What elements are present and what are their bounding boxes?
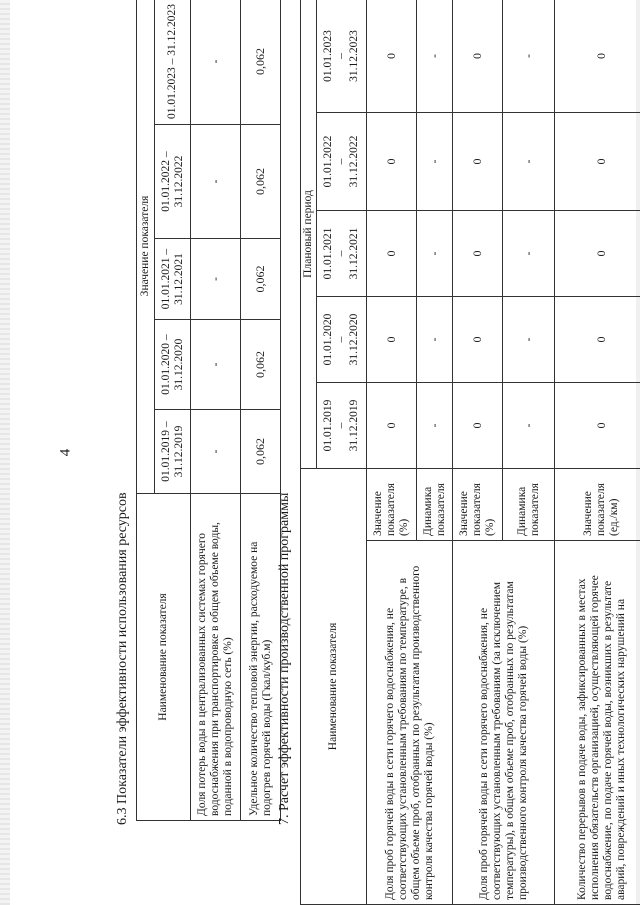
- section-6-3-title: 6.3 Показатели эффективности использования ресурсов: [115, 492, 130, 825]
- section-7-title: 7. Расчет эффективности производственной программы: [277, 492, 292, 825]
- t2-cell: 0: [367, 210, 417, 296]
- t2-cell: 0: [367, 296, 417, 382]
- t1-period: 01.01.2021 – 31.12.2021: [155, 239, 191, 320]
- t1-header-group: Значение показателя: [137, 0, 155, 494]
- t2-cell: 0: [555, 0, 640, 112]
- t2-sub-label: Значение показателя (%): [367, 468, 417, 540]
- t2-cell: 0: [367, 0, 417, 112]
- t2-sub-label: Динамика показателя: [503, 468, 555, 540]
- t2-cell: 0: [453, 112, 503, 210]
- t2-period: 01.01.2021 – 31.12.2021: [317, 210, 367, 296]
- t2-period: 01.01.2019 – 31.12.2019: [317, 382, 367, 468]
- t2-header-group: Плановый период: [301, 0, 317, 468]
- t1-cell: 0,062: [241, 320, 281, 410]
- resource-efficiency-table: [136, 0, 281, 821]
- t2-row-name: Доля проб горячей воды в сети горячего водоснабжения, не соответствующих установленным требованиям по температуре, в общем объеме проб, отобранных по результатам производственного контроля качества горячей воды (%): [367, 541, 453, 905]
- t1-header-name: Наименование показателя: [137, 494, 191, 821]
- t2-cell: -: [503, 210, 555, 296]
- t2-cell: -: [417, 0, 453, 112]
- t1-cell: 0,062: [241, 410, 281, 494]
- t2-cell: 0: [555, 112, 640, 210]
- t2-cell: -: [417, 296, 453, 382]
- t2-period: 01.01.2020 – 31.12.2020: [317, 296, 367, 382]
- t2-cell: -: [503, 112, 555, 210]
- t1-period: 01.01.2022 – 31.12.2022: [155, 125, 191, 239]
- program-efficiency-table: [300, 0, 640, 905]
- t2-period: 01.01.2023 – 31.12.2023: [317, 0, 367, 112]
- t1-cell: 0,062: [241, 0, 281, 125]
- t1-period: 01.01.2020 – 31.12.2020: [155, 320, 191, 410]
- t2-cell: -: [503, 296, 555, 382]
- t1-cell: 0,062: [241, 125, 281, 239]
- t2-header-name: Наименование показателя: [301, 468, 367, 904]
- t2-cell: 0: [453, 210, 503, 296]
- t1-cell: -: [191, 0, 241, 125]
- t1-cell: -: [191, 239, 241, 320]
- t2-cell: -: [417, 112, 453, 210]
- t2-cell: -: [417, 382, 453, 468]
- t2-period: 01.01.2022 – 31.12.2022: [317, 112, 367, 210]
- t1-row-name: Доля потерь воды в централизованных системах горячего водоснабжения при транспортировке в общем объеме воды, поданной в водопроводную сеть (%): [191, 494, 241, 821]
- t2-cell: 0: [367, 112, 417, 210]
- t2-cell: 0: [453, 296, 503, 382]
- t1-period: 01.01.2023 – 31.12.2023: [155, 0, 191, 125]
- t2-cell: 0: [453, 0, 503, 112]
- t1-row-name: Удельное количество тепловой энергии, расходуемое на подогрев горячей воды (Гкал/куб.м): [241, 494, 281, 821]
- t2-cell: 0: [367, 382, 417, 468]
- t2-cell: 0: [555, 382, 640, 468]
- t2-sub-label: Значение показателя (%): [453, 468, 503, 540]
- t2-cell: -: [503, 0, 555, 112]
- t2-cell: -: [503, 382, 555, 468]
- t2-row-name: Доля проб горячей воды в сети горячего водоснабжения, не соответствующих установленным требованиям (за исключением температуры), в общем объеме проб, отобранных по результатам производственного контроля качества горячей воды (%): [453, 541, 555, 905]
- t1-cell: -: [191, 320, 241, 410]
- t1-period: 01.01.2019 – 31.12.2019: [155, 410, 191, 494]
- t2-cell: 0: [453, 382, 503, 468]
- t1-cell: -: [191, 125, 241, 239]
- t2-cell: -: [417, 210, 453, 296]
- t2-sub-label: Динамика показателя: [417, 468, 453, 540]
- t1-cell: -: [191, 410, 241, 494]
- t2-cell: 0: [555, 296, 640, 382]
- t2-row-name: Количество перерывов в подаче воды, зафиксированных в местах исполнения обязательств организацией, осуществляющей горячее водоснабжение, по подаче горячей воды, возникших в результате аварий, повреждений и иных технологических нарушений на: [555, 541, 640, 905]
- t1-cell: 0,062: [241, 239, 281, 320]
- t2-sub-label: Значение показателя (ед./км): [555, 468, 640, 540]
- t2-cell: 0: [555, 210, 640, 296]
- page-number: 4: [57, 448, 74, 457]
